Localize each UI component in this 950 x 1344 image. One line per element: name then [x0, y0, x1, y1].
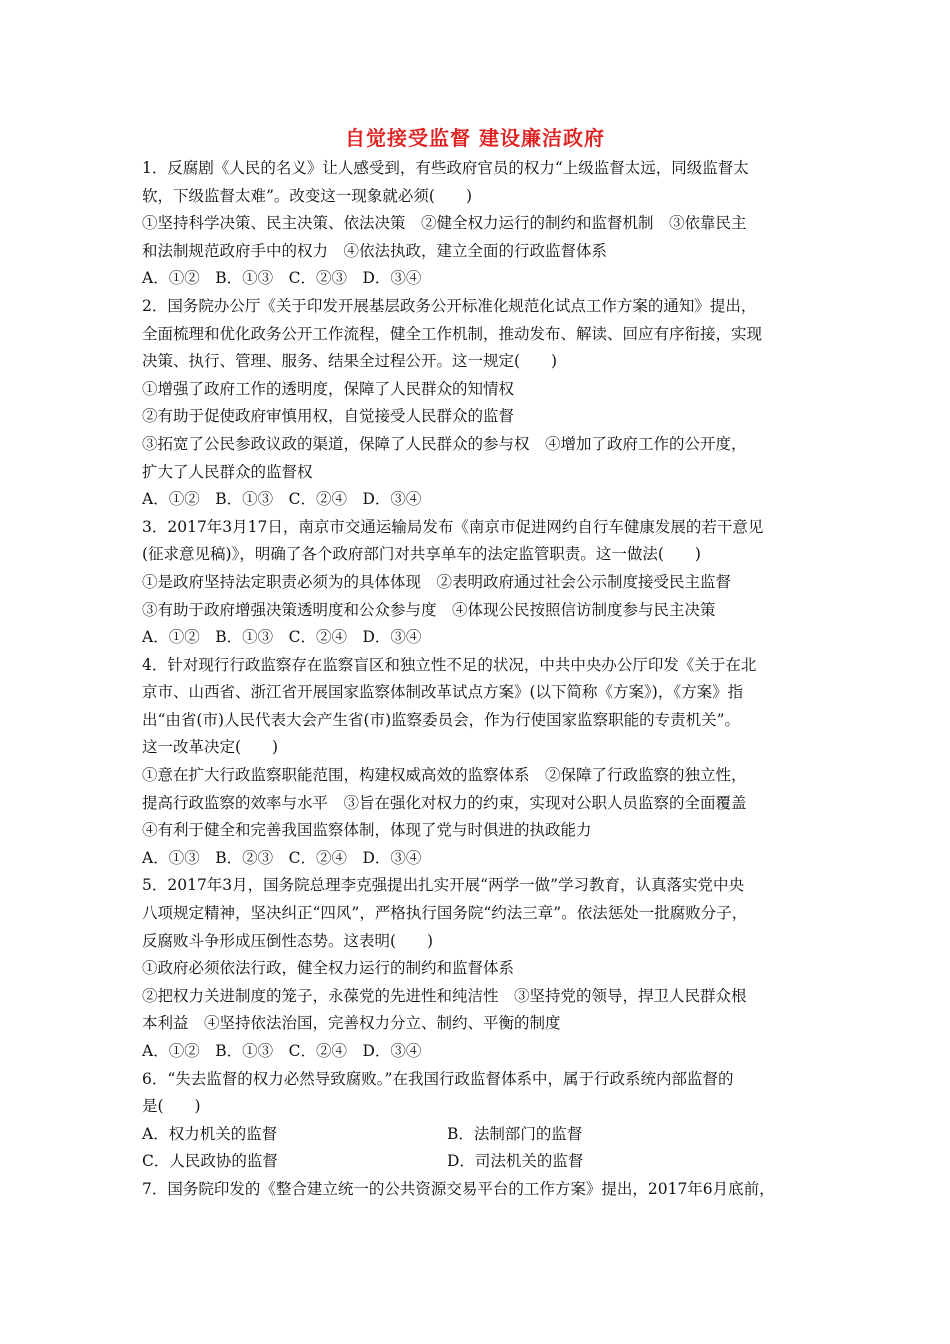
text-line: 本利益 ④坚持依法治国，完善权力分立、制约、平衡的制度 [142, 1014, 561, 1033]
text-line: ①政府必须依法行政，健全权力运行的制约和监督体系 [142, 959, 515, 978]
text-line: 扩大了人民群众的监督权 [142, 462, 313, 481]
option-row [142, 1148, 812, 1176]
answer-choices: A．①② B．①③ C．②④ D．③④ [142, 1042, 422, 1060]
text-line: 软，下级监督太难”。改变这一现象就必须( ) [142, 186, 473, 205]
text-line: ②把权力关进制度的笼子，永葆党的先进性和纯洁性 ③坚持党的领导，捍卫人民群众根 [142, 986, 747, 1005]
text-line: 八项规定精神，坚决纠正“四风”，严格执行国务院“约法三章”。依法惩处一批腐败分子， [142, 904, 748, 923]
text-line: ①是政府坚持法定职责必须为的具体体现 ②表明政府通过社会公示制度接受民主监督 [142, 572, 732, 591]
page-title: 自觉接受监督 建设廉洁政府 [345, 126, 605, 150]
text-line: ①增强了政府工作的透明度，保障了人民群众的知情权 [142, 379, 515, 398]
option-d: D．司法机关的监督 [447, 1152, 584, 1171]
text-line: (征求意见稿)》，明确了各个政府部门对共享单车的法定监管职责。这一做法( ) [142, 545, 701, 564]
question-list [142, 155, 812, 1204]
text-line: 5．2017年3月，国务院总理李克强提出扎实开展“两学一做”学习教育，认真落实党中央 [142, 876, 745, 895]
option-a: A．权力机关的监督 [142, 1124, 278, 1143]
text-line: 4．针对现行行政监察存在监察盲区和独立性不足的状况，中共中央办公厅印发《关于在北 [142, 655, 757, 674]
option-c: C．人民政协的监督 [142, 1152, 278, 1171]
text-line: 全面梳理和优化政务公开工作流程，健全工作机制，推动发布、解读、回应有序衔接，实现 [142, 324, 763, 343]
text-line: 出“由省(市)人民代表大会产生省(市)监察委员会，作为行使国家监察职能的专责机关”。 [142, 710, 741, 729]
option-row [142, 1121, 812, 1149]
text-line: ③拓宽了公民参政议政的渠道，保障了人民群众的参与权 ④增加了政府工作的公开度， [142, 434, 747, 453]
text-line: 1．反腐剧《人民的名义》让人感受到，有些政府官员的权力“上级监督太远，同级监督太 [142, 159, 749, 177]
text-line: ③有助于政府增强决策透明度和公众参与度 ④体现公民按照信访制度参与民主决策 [142, 600, 716, 619]
text-line: 是( ) [142, 1097, 201, 1116]
text-line: 7．国务院印发的《整合建立统一的公共资源交易平台的工作方案》提出，2017年6月底前， [142, 1179, 775, 1198]
answer-choices: A．①② B．①③ C．②③ D．③④ [142, 269, 422, 288]
text-line: 决策、执行、管理、服务、结果全过程公开。这一规定( ) [142, 352, 558, 371]
text-line: 这一改革决定( ) [142, 738, 279, 757]
answer-choices: A．①② B．①③ C．②④ D．③④ [142, 490, 422, 509]
text-line: 和法制规范政府手中的权力 ④依法执政，建立全面的行政监督体系 [142, 241, 608, 260]
text-line: 3．2017年3月17日，南京市交通运输局发布《南京市促进网约自行车健康发展的若干意见 [142, 517, 764, 536]
text-line: ②有助于促使政府审慎用权，自觉接受人民群众的监督 [142, 407, 515, 426]
text-line: 京市、山西省、浙江省开展国家监察体制改革试点方案》(以下简称《方案》)，《方案》指 [142, 683, 744, 702]
option-b: B．法制部门的监督 [447, 1124, 583, 1143]
answer-choices: A．①② B．①③ C．②④ D．③④ [142, 628, 422, 647]
text-line: ④有利于健全和完善我国监察体制，体现了党与时俱进的执政能力 [142, 821, 592, 840]
text-line: 提高行政监察的效率与水平 ③旨在强化对权力的约束，实现对公职人员监察的全面覆盖 [142, 793, 747, 812]
text-line: 6．“失去监督的权力必然导致腐败。”在我国行政监督体系中，属于行政系统内部监督的 [142, 1069, 734, 1088]
answer-choices: A．①③ B．②③ C．②④ D．③④ [142, 848, 422, 867]
text-line: ①坚持科学决策、民主决策、依法决策 ②健全权力运行的制约和监督机制 ③依靠民主 [142, 214, 747, 233]
text-line: 2．国务院办公厅《关于印发开展基层政务公开标准化规范化试点工作方案的通知》提出， [142, 296, 757, 315]
text-line: 反腐败斗争形成压倒性态势。这表明( ) [142, 931, 434, 950]
text-line: ①意在扩大行政监察职能范围，构建权威高效的监察体系 ②保障了行政监察的独立性， [142, 766, 747, 785]
